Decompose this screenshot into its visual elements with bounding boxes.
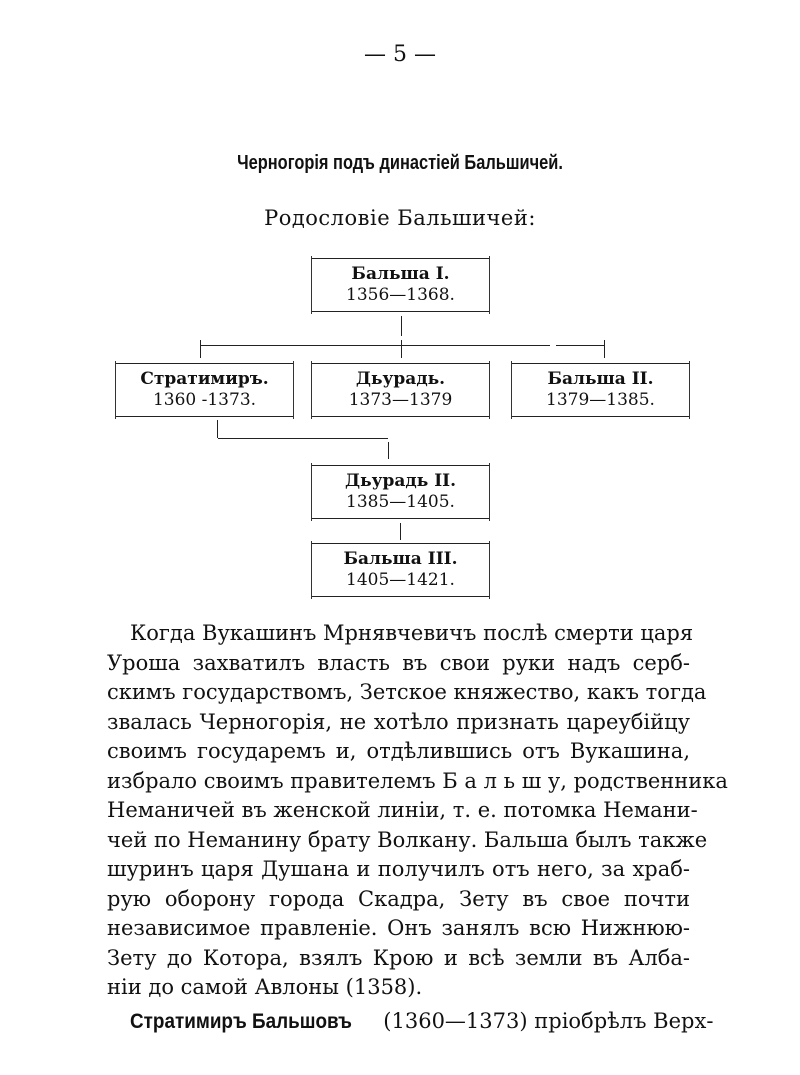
body-text-line: ніи до самой Авлоны (1358). [107,975,423,999]
body-text-line [130,1006,714,1037]
bold-name: Стратимиръ Бальшовъ [130,1009,352,1033]
node-years: 1356—1368. [346,285,455,305]
tree-node-djurad [311,363,490,417]
body-text-line: шуринъ царя Душана и получилъ отъ него, за храб- [107,857,690,881]
node-years: 1379—1385. [546,390,655,410]
connector-line [401,340,402,358]
node-years: 1385—1405. [346,492,455,512]
node-name: Дьурадь II. [344,471,457,491]
node-years: 1373—1379 [348,390,453,410]
connector-line [217,420,218,438]
node-years: 1360 -1373. [152,390,257,410]
body-text-line: независимое правленіе. Онъ занялъ всю Нижнюю- [107,916,690,940]
page-number: — 5 — [364,42,436,67]
connector-line [200,340,201,358]
body-text-line: звалась Черногорія, не хотѣло признать цареубійцу [107,709,690,734]
connector-line [400,523,401,540]
connector-line [604,340,605,358]
tree-node-balsha-1 [311,258,490,312]
connector-line [401,316,402,336]
body-text-line: Неманичей въ женской линіи, т. е. потомка Немани- [107,798,698,822]
node-name: Бальша II. [547,369,654,389]
connector-line [200,345,550,346]
tree-node-balsha-2 [511,363,690,417]
body-text-line: Когда Вукашинъ Мрнявчевичъ послѣ смерти царя [130,621,694,645]
connector-line [218,438,388,439]
node-name: Бальша I. [351,264,450,284]
body-text-line: своимъ государемъ и, отдѣлившись отъ Вукашина, [107,739,690,763]
body-text-line: избрало своимъ правителемъ Б а л ь ш у, родственника [107,768,728,793]
node-years: 1405—1421. [346,570,455,590]
connector-line [556,345,605,346]
node-name: Дьурадь. [355,369,446,389]
text-rest: (1360—1373) пріобрѣлъ Верх- [376,1008,714,1033]
body-text-line: Урошa захватилъ власть въ свои руки надъ серб- [107,650,690,675]
body-text-line: чей по Неманину брату Волкану. Бальша былъ также [107,827,708,852]
node-name: Бальша III. [343,549,458,569]
connector-line [388,442,389,459]
genealogy-subtitle: Родословіе Бальшичей: [264,206,536,230]
tree-node-djurad-2 [311,465,490,519]
body-text-line: Зету до Котора, взялъ Крою и всѣ земли въ Алба- [107,945,690,970]
body-text-line: скимъ государствомъ, Зетское княжество, какъ тогда [107,680,707,704]
tree-node-balsha-3 [311,543,490,597]
chapter-title: Черногорія подъ династіей Бальшичей. [237,152,563,174]
tree-node-stratimir [115,363,294,417]
body-text-line: рую оборону города Скадра, Зету въ свое почти [107,886,690,911]
node-name: Стратимиръ. [140,369,269,389]
